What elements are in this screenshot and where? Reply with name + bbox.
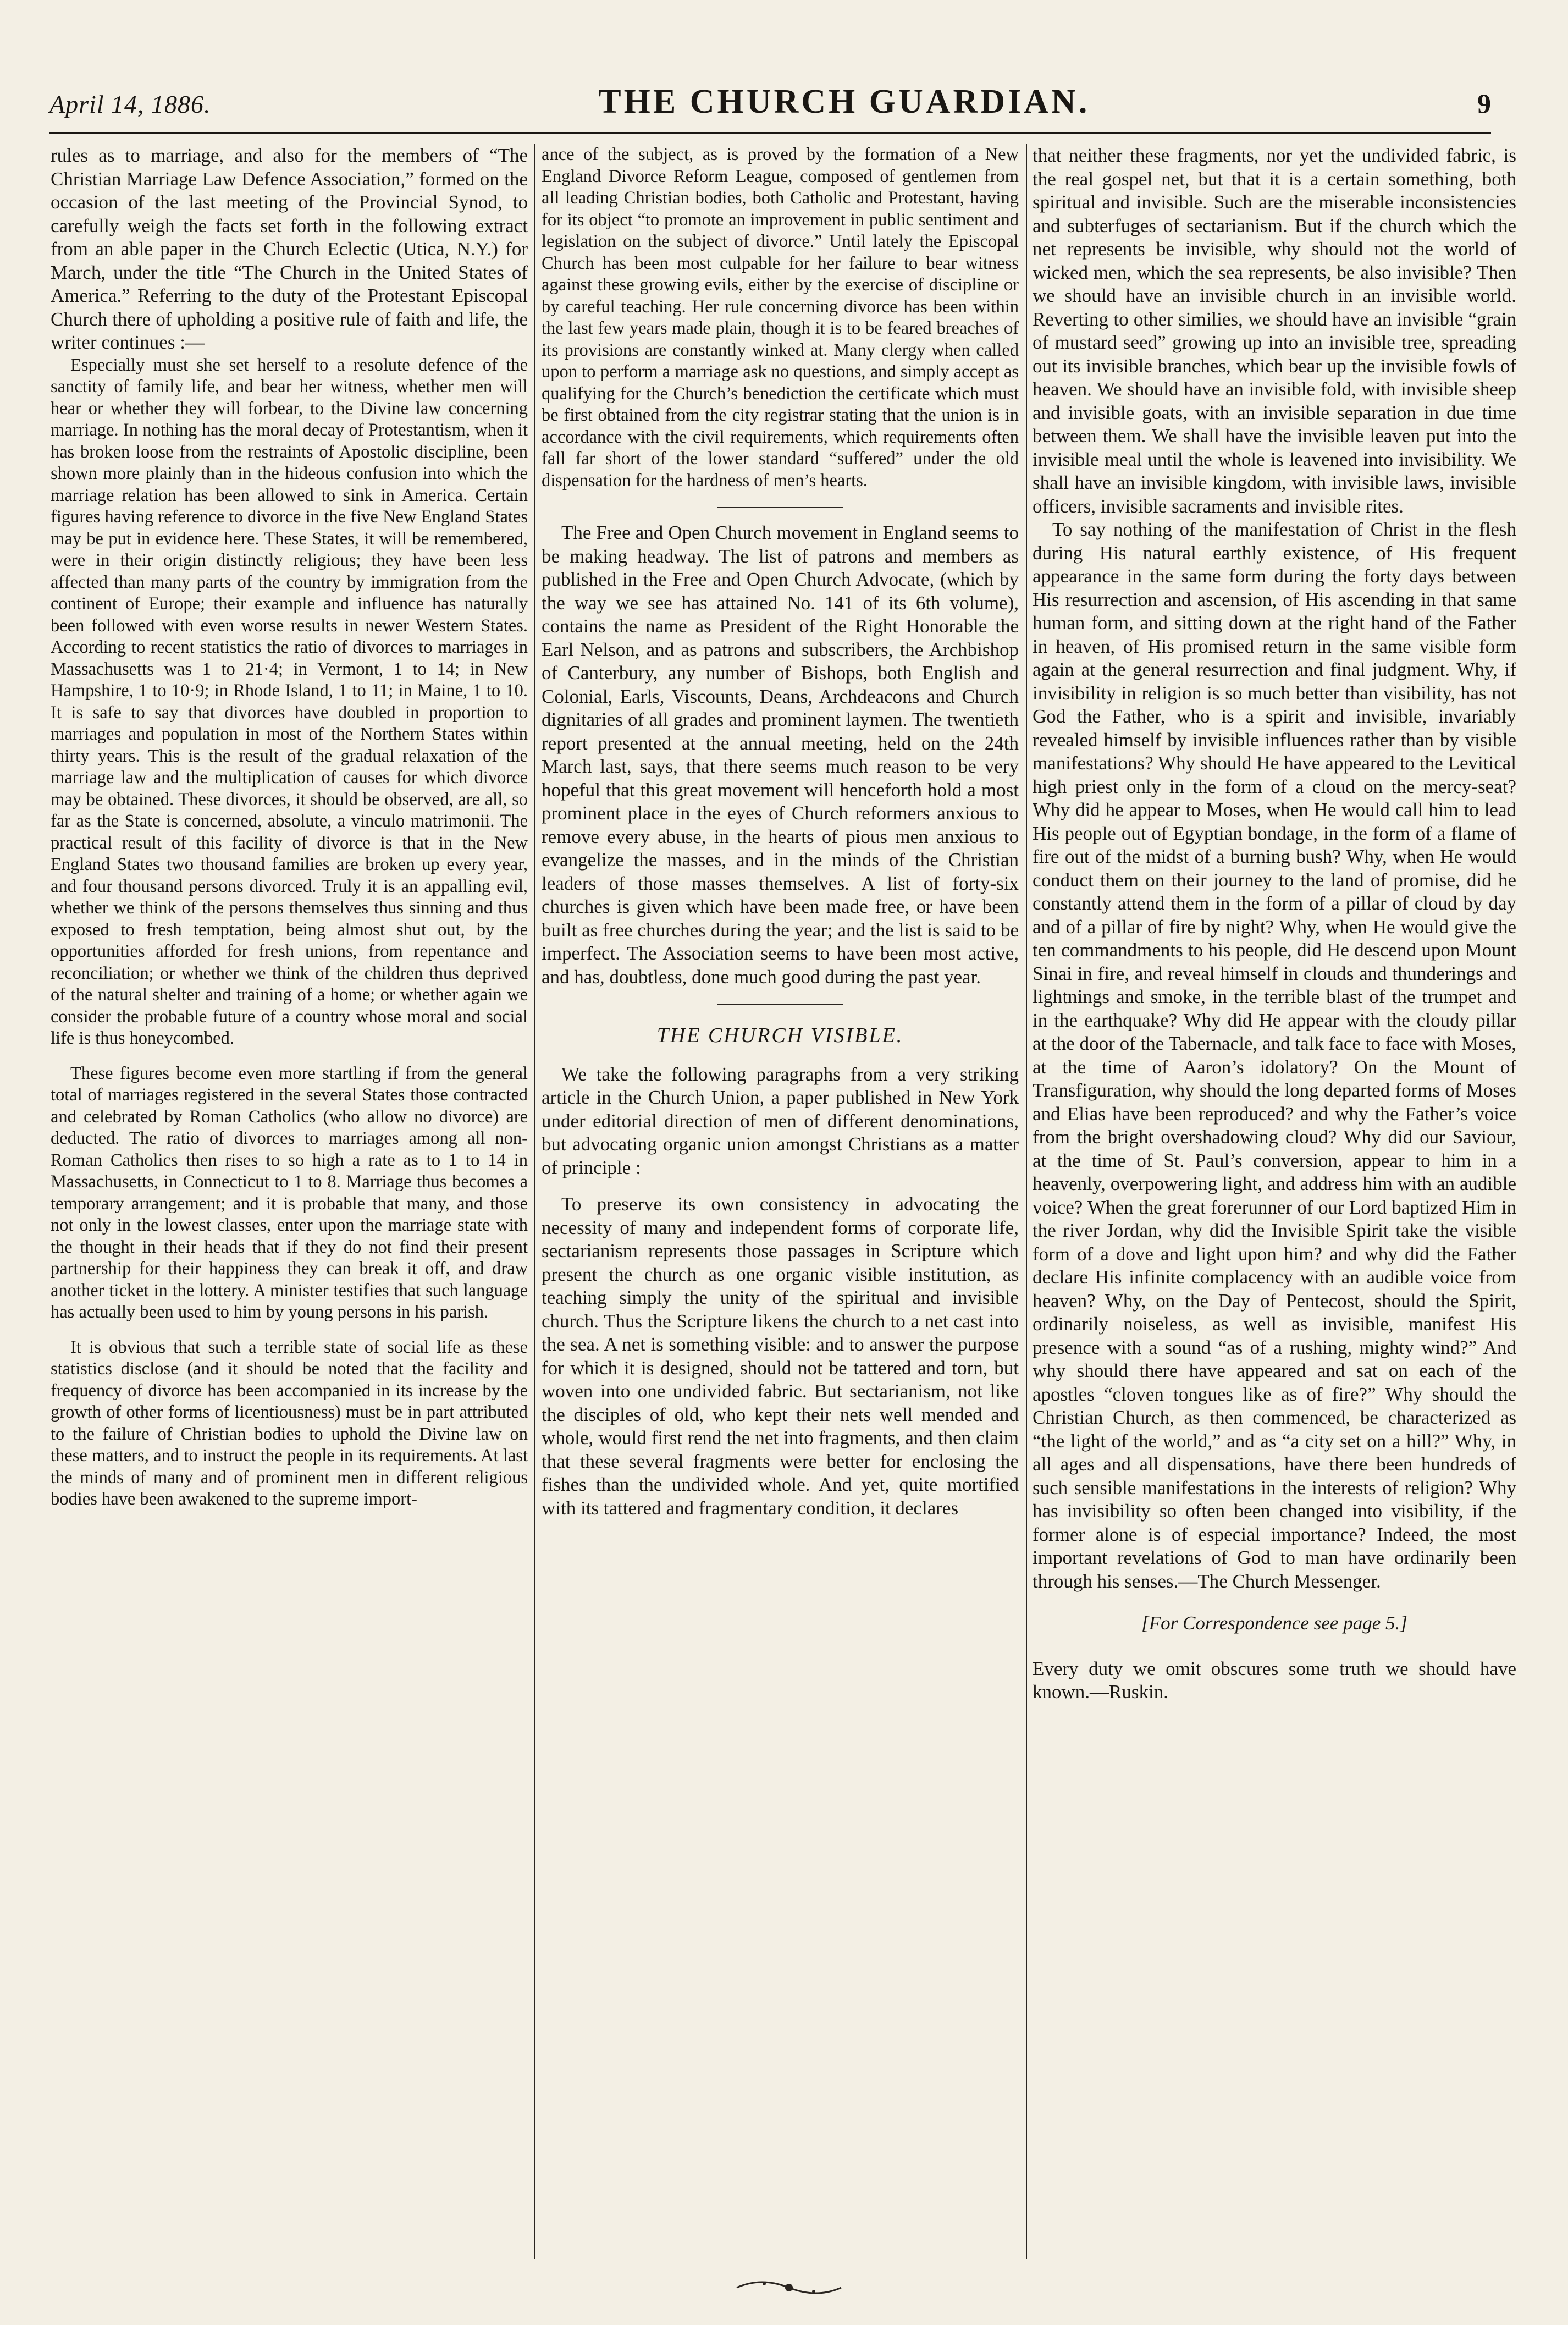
section-divider <box>717 1004 843 1005</box>
correspondence-note: [For Correspondence see page 5.] <box>1141 1612 1407 1634</box>
page-header <box>49 82 1491 126</box>
quoted-paragraph: To preserve its own consistency in advocating the necessity of many and independent forms of corporate life, sectarianism represents those passages in Scripture which present the church as one organic visible institution, as teaching simply the unity of the spiritual and invisible church. Thus the Scripture likens the church to a net cast into the sea. A net is something visible: and to answer the purpose for which it is designed, should not be tattered and torn, but woven into one undivided fabric. But sectarianism, not like the disciples of old, who kept their nets well mended and whole, would first rend the net into fragments, and then claim that these several fragments were better for enclosing the fishes than the undivided whole. And yet, quite mortified with its tattered and fragmentary condition, it declares <box>542 1193 1019 1519</box>
ruskin-quote: Every duty we omit obscures some truth we should have known.—Ruskin. <box>1033 1657 1516 1703</box>
article-paragraph: rules as to marriage, and also for the members of “The Christian Marriage Law Defence Association,” formed on the occasion of the last meeting of the Provincial Synod, to carefully weigh the facts set forth in the following extract from an able paper in the Church Eclectic (Utica, N.Y.) for March, under the title “The Church in the United States of America.” Referring to the duty of the Protestant Episcopal Church there of upholding a positive rule of faith and life, the writer continues :— <box>51 145 528 353</box>
quoted-paragraph: Especially must she set herself to a resolute defence of the sanctity of family life, and bear her witness, whether men will hear or whether they will forbear, to the Divine law concerning marriage. In nothing has the moral decay of Protestantism, when it has broken loose from the restraints of Apostolic discipline, been shown more plainly than in the hideous confusion into which the marriage relation has been allowed to sink in America. Certain figures having reference to divorce in the five New England States may be put in evidence here. These States, it will be remembered, were in their origin distinctly religious; they have been less affected than many parts of the country by immigration from the continent of Europe; their example and influence has naturally been followed with even worse results in newer Western States. According to recent statistics the ratio of divorces to marriages in Massachusetts was 1 to 21·4; in Vermont, 1 to 14; in New Hampshire, 1 to 10·9; in Rhode Island, 1 to 11; in Maine, 1 to 10. It is safe to say that divorces have doubled in proportion to marriages and population in most of the Northern States within thirty years. This is the result of the gradual relaxation of the marriage law and the multiplication of causes for which divorce may be obtained. These divorces, it should be observed, are all, so far as the State is concerned, absolute, a vinculo matrimonii. The practical result of this facility of divorce is that in the New England States two thousand families are broken up every year, and four thousand persons divorced. Truly it is an appalling evil, whether we think of the persons themselves thus sinning and thus exposed to fresh temptation, being almost shut out, by the opportunities afforded for fresh unions, from repentance and reconciliation; or whether we think of the children thus deprived of the natural shelter and training of a home; or whether again we consider the probable future of a country whose moral and social life is thus honeycombed. <box>51 355 528 1048</box>
issue-date: April 14, 1886. <box>49 90 211 118</box>
quoted-paragraph: ance of the subject, as is proved by the formation of a New England Divorce Reform League, composed of gentlemen from all leading Christian bodies, both Catholic and Protestant, having for its object “to promote an improvement in public sentiment and legislation on the subject of divorce.” Until lately the Episcopal Church has been most culpable for her failure to bear witness against these growing evils, either by the exercise of discipline or by careful teaching. Her rule concerning divorce has been within the last few years made plain, though it is to be feared breaches of its provisions are constantly winked at. Many clergy when called upon to perform a marriage ask no questions, and simply accept as qualifying for the Church’s benediction the certificate which must be first obtained from the city registrar stating that the union is in accordance with the civil requirements, which requirements often fall far short of the lower standard “suffered” under the old dispensation for the hardness of men’s hearts. <box>542 145 1019 491</box>
column-divider <box>1026 144 1027 2259</box>
column-3 <box>1033 144 1516 2265</box>
quoted-paragraph: It is obvious that such a terrible state of social life as these statistics disclose (and it should be noted that the facility and frequency of divorce has been accompanied in its increase by the growth of other forms of licentiousness) must be in part attributed to the failure of Christian bodies to uphold the Divine law on these matters, and to instruct the people in its requirements. At last the minds of many and of prominent men in different religious bodies have been awakened to the supreme import- <box>51 1337 528 1509</box>
ornament-icon <box>731 2274 847 2301</box>
quoted-paragraph: that neither these fragments, nor yet the undivided fabric, is the real gospel net, but that it is a certain something, both spiritual and invisible. Such are the miserable inconsistencies and subterfuges of sectarianism. But if the church which the net represents be invisible, why should not the world of wicked men, which the sea represents, be also invisible? Then we should have an invisible church in an invisible world. Reverting to other similies, we should have an invisible “grain of mustard seed” growing up into an invisible tree, spreading out its invisible branches, which bear up the invisible fowls of heaven. We should have an invisible fold, with invisible sheep and invisible goats, with an invisible separation in due time between them. We shall have the invisible leaven put into the invisible meal until the whole is leavened into invisibility. We shall have an invisible kingdom, with invisible laws, invisible officers, invisible sacraments and invisible rites. <box>1033 145 1516 517</box>
masthead-title: THE CHURCH GUARDIAN. <box>598 83 1090 120</box>
header-rule <box>49 132 1491 134</box>
column-2 <box>542 144 1019 2265</box>
article-heading: THE CHURCH VISIBLE. <box>656 1024 904 1047</box>
quoted-paragraph: To say nothing of the manifestation of Christ in the flesh during His natural earthly existence, of His frequent appearance in the same form during the forty days between His resurrection and ascension, of His ascending in that same human form, and sitting down at the right hand of the Father in heaven, of His promised return in the same visible form again at the general resurrection and final judgment. Why, if invisibility in religion is so much better than visibility, has not God the Father, who is a spirit and invisible, invariably revealed himself by invisible influences rather than by visible manifestations? Why should He have appeared to the Levitical high priest only in the form of a cloud on the mercy-seat? Why did he appear to Moses, when He would call him to lead His people out of Egyptian bondage, in the form of a flame of fire out of the midst of a burning bush? Why, when He would conduct them on their journey to the land of promise, did he constantly attend them in the form of a pillar of cloud by day and of a pillar of fire by night? Why, when He would give the ten commandments to his people, did He descend upon Mount Sinai in fire, and reveal himself in clouds and thunderings and lightnings and smoke, in the terrible blast of the trumpet and in the earthquake? Why did He appear with the cloudy pillar at the door of the Tabernacle, and talk face to face with Moses, at the time of Aaron’s idolatory? On the Mount of Transfiguration, why should the long departed forms of Moses and Elias have been reproduced? and why the Father’s voice from the bright overshadowing cloud? Why did our Saviour, at the time of St. Paul’s conversion, appear to him in a heavenly, overpowering light, and address him with an audible voice? When the great forerunner of our Lord baptized Him in the river Jordan, why did the Invisible Spirit take the visible form of a dove and light upon him? and why did the Father declare His infinite complacency with an audible voice from heaven? Why, on the Day of Pentecost, should the Spirit, ordinarily noiseless, as well as invisible, manifest His presence with a sound “as of a rushing, mighty wind?” And why should there have appeared and sat on each of the apostles “cloven tongues like as of fire?” Why should the Christian Church, as then commenced, be characterized as “the light of the world,” and as “a city set on a hill?” Why, in all ages and all dispensations, have there been hundreds of such sensible manifestations in the interests of religion? Why has invisibility so often been changed into visibility, if the former alone is of especial importance? Indeed, the most important revelations of God to man have ordinarily been through his senses.—The Church Messenger. <box>1033 519 1516 1592</box>
section-divider <box>717 507 843 508</box>
article-paragraph: We take the following paragraphs from a very striking article in the Church Union, a paper published in New York under editorial direction of men of different denominations, but advocating organic union amongst Christians as a matter of principle : <box>542 1063 1019 1178</box>
article-paragraph: The Free and Open Church movement in England seems to be making headway. The list of patrons and members as published in the Free and Open Church Advocate, (which by the way we see has attained No. 141 of its 6th volume), contains the name as President of the Right Honorable the Earl Nelson, and as patrons and subscribers, the Archbishop of Canterbury, any number of Bishops, both English and Colonial, Earls, Viscounts, Deans, Archdeacons and Church dignitaries of all grades and prominent laymen. The twentieth report presented at the annual meeting, held on the 24th March last, says, that there seems much reason to be very hopeful that this great movement will henceforth hold a most prominent place in the eyes of Church reformers anxious to remove every abuse, in the hearts of pious men anxious to evangelize the masses, and in the minds of the Christian leaders of those masses themselves. A list of forty-six churches is given which have been made free, or have been built as free churches during the year; and the list is said to be imperfect. The Association seems to have been most active, and has, doubtless, done much good during the past year. <box>542 522 1019 988</box>
column-1 <box>51 144 528 2265</box>
quoted-paragraph: These figures become even more startling if from the general total of marriages registered in the several States those contracted and celebrated by Roman Catholics (who allow no divorce) are deducted. The ratio of divorces to marriages among all non-Roman Catholics then rises to so high a rate as to 1 to 14 in Massachusetts, in Connecticut to 1 to 8. Marriage thus becomes a temporary arrangement; and it is probable that many, and those not only in the lowest classes, enter upon the marriage state with the thought in their heads that if they do not find their present partnership for their happiness they can break it off, and draw another ticket in the lottery. A minister testifies that such language has actually been used to him by young persons in his parish. <box>51 1063 528 1322</box>
column-divider <box>534 144 535 2259</box>
page-number: 9 <box>1477 88 1491 119</box>
